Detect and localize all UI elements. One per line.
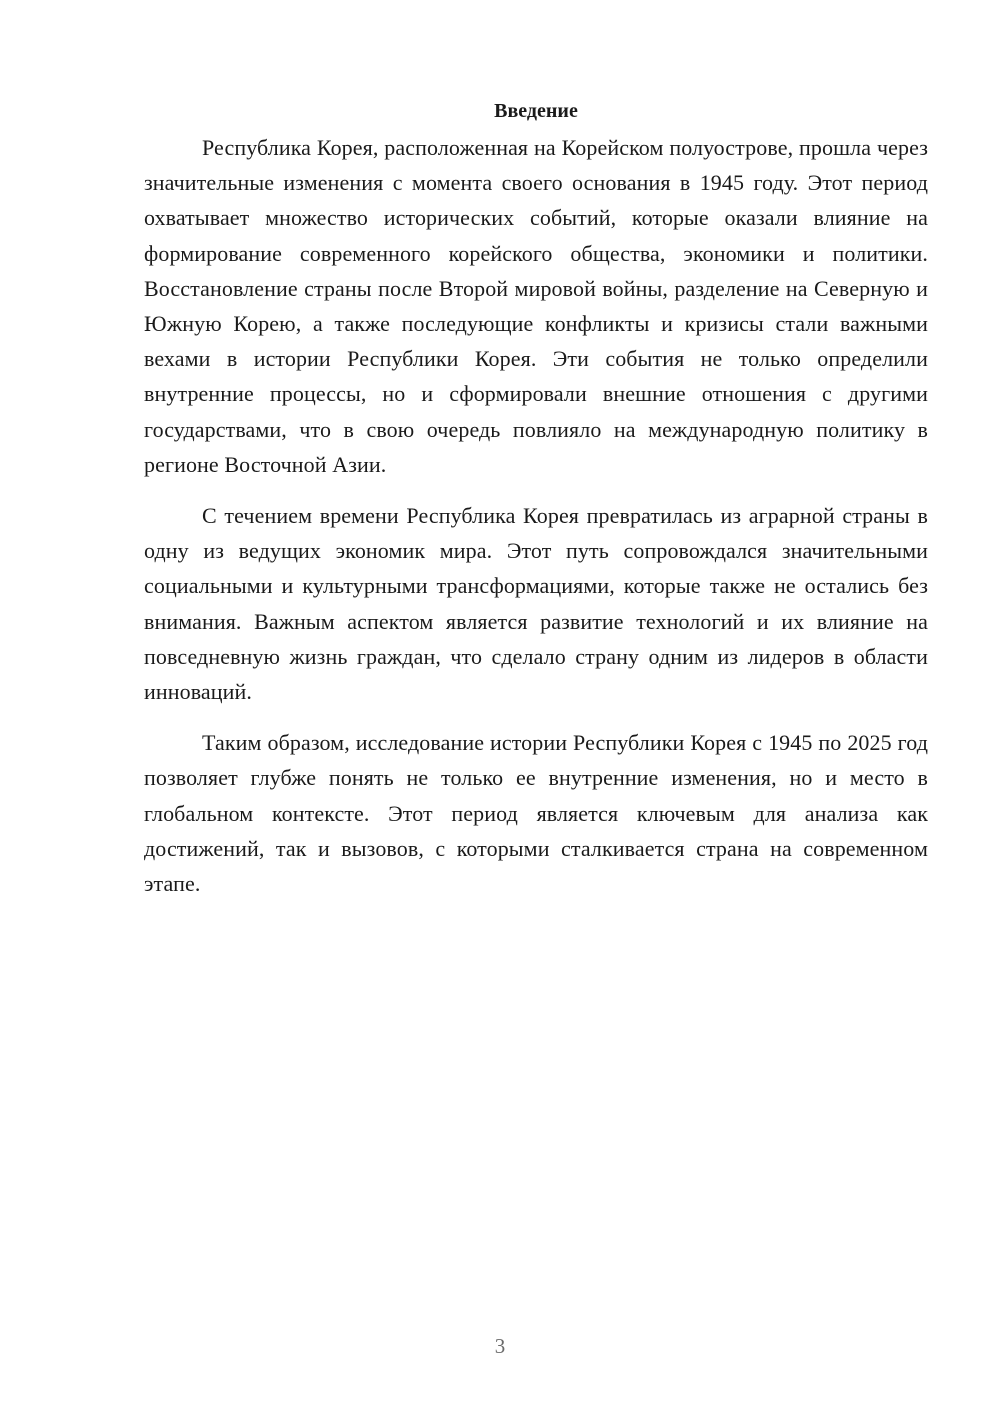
paragraph-1: Республика Корея, расположенная на Корейском полуострове, прошла через значительные изменения с момента своего основания в 1945 году. Этот период охватывает множество исторических событий, которые оказали влияние на формирование современного корейского общества, экономики и политики. Восстановление страны после Второй мировой войны, разделение на Северную и Южную Корею, а также последующие конфликты и кризисы стали важными вехами в истории Республики Корея. Эти события не только определили внутренние процессы, но и сформировали внешние отношения с другими государствами, что в свою очередь повлияло на международную политику в регионе Восточной Азии. (144, 135, 928, 477)
section-heading: Введение (494, 100, 578, 122)
paragraph-3: Таким образом, исследование истории Республики Корея с 1945 по 2025 год позволяет глубже понять не только ее внутренние изменения, но и место в глобальном контексте. Этот период является ключевым для анализа как достижений, так и вызовов, с которыми сталкивается страна на современном этапе. (144, 730, 928, 897)
paragraph-2: С течением времени Республика Корея превратилась из аграрной страны в одну из ведущих экономик мира. Этот путь сопровождался значительными социальными и культурными трансформациями, которые также не остались без внимания. Важным аспектом является развитие технологий и их влияние на повседневную жизнь граждан, что сделало страну одним из лидеров в области инноваций. (144, 503, 928, 705)
page-number: 3 (494, 1334, 506, 1358)
page-content (144, 96, 928, 917)
